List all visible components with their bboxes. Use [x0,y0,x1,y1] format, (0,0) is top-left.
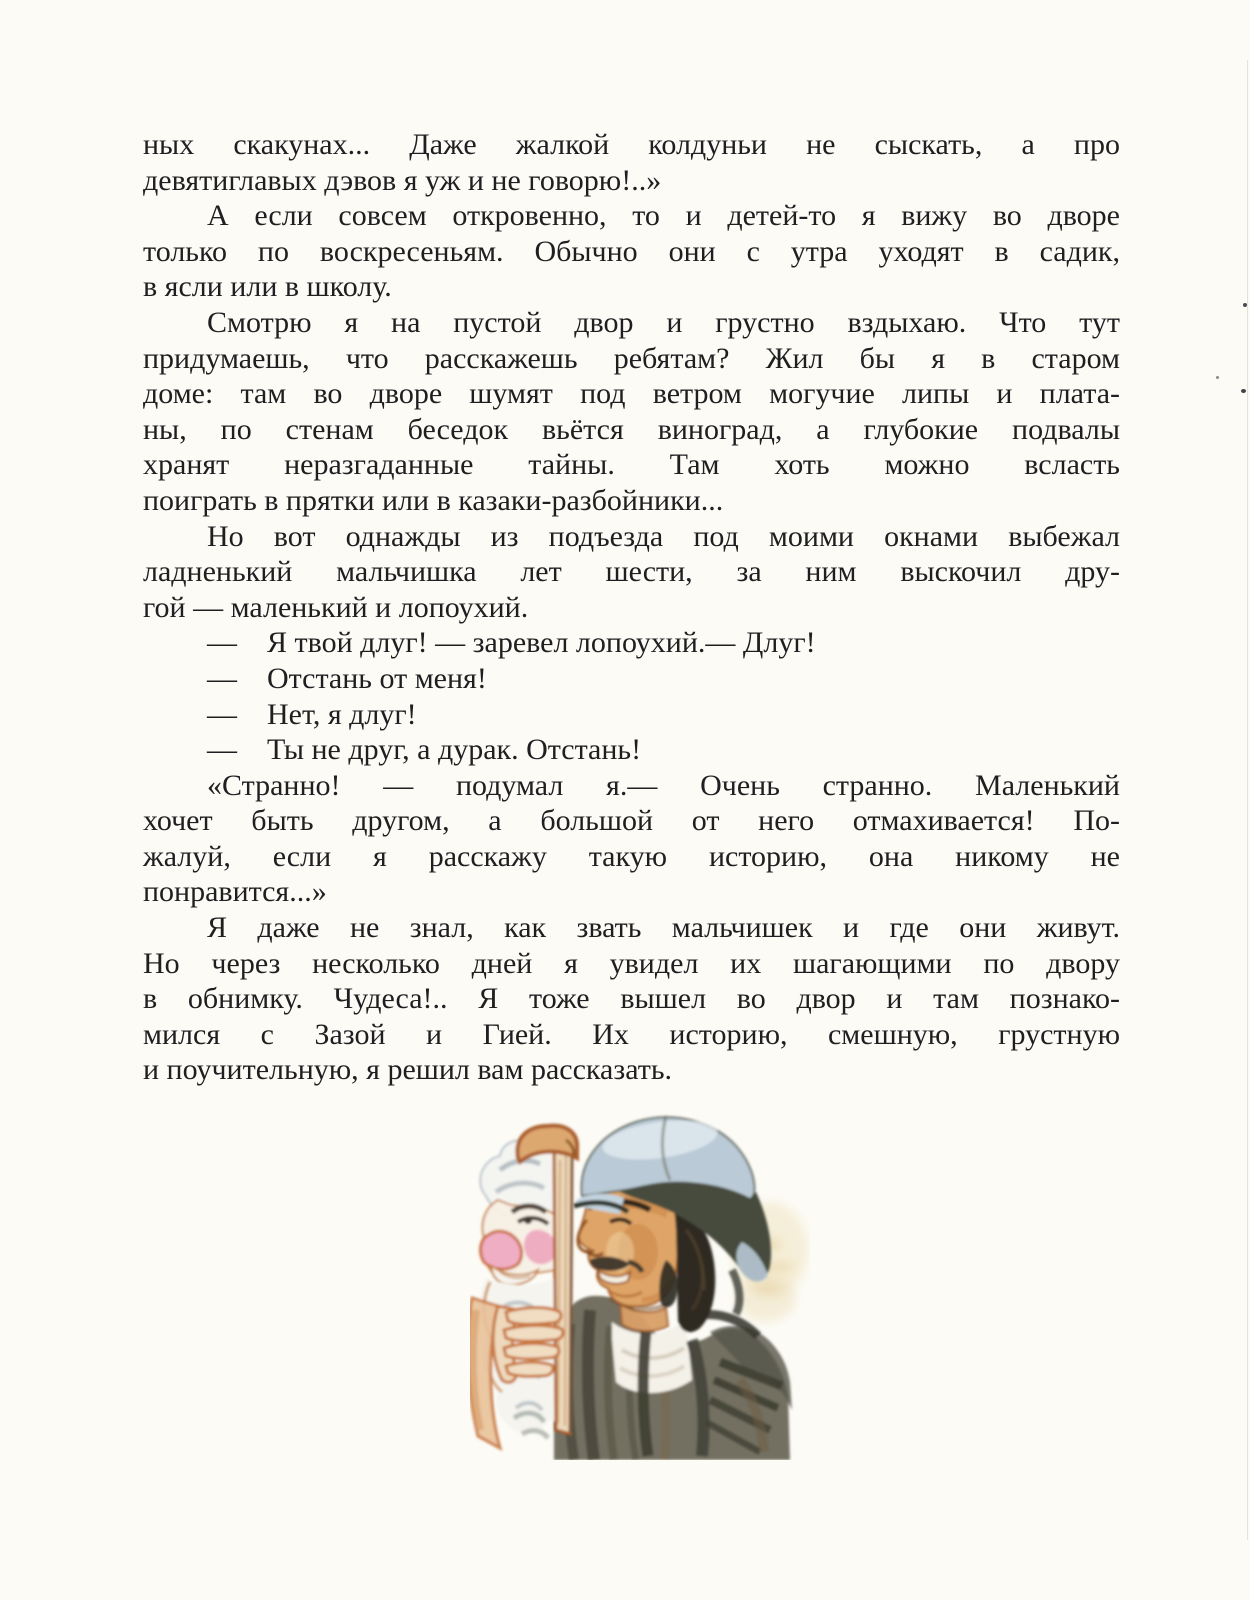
text-line: доме: там во дворе шумят под ветром могучие липы и плата- [143,377,1120,411]
scan-speck [1216,376,1219,379]
text-line: Я даже не знал, как звать мальчишек и где они живут. [207,911,1120,945]
text-line: хранят неразгаданные тайны. Там хоть можно всласть [143,448,1120,482]
text-line: понравится...» [143,875,327,909]
text-line: Но через несколько дней я увидел их шагающими по двору [143,946,1120,980]
text-line: хочет быть другом, а большой от него отмахивается! По- [143,804,1120,838]
text-line: ны, по стенам беседок вьётся виноград, а глубокие подвалы [143,412,1120,446]
text-line: в ясли или в школу. [143,270,392,304]
text-line: в обнимку. Чудеса!.. Я тоже вышел во двор и там познако- [143,982,1120,1016]
text-line: жалуй, если я расскажу такую историю, она никому не [143,839,1120,873]
text-line: — Нет, я длуг! [207,697,417,731]
text-line: ных скакунах... Даже жалкой колдуньи не сыскать, а про [143,128,1120,161]
text-line: мился с Зазой и Гией. Их историю, смешную, грустную [143,1017,1120,1051]
text-line: «Странно! — подумал я.— Очень странно. Маленький [207,768,1120,802]
text-line: поиграть в прятки или в казаки-разбойники... [143,483,724,517]
text-line: Но вот однажды из подъезда под моими окнами выбежал [207,519,1120,553]
text-line: гой — маленький и лопоухий. [143,590,529,624]
text-line: Смотрю я на пустой двор и грустно вздыхаю. Что тут [207,305,1120,339]
story-text [143,127,1120,1088]
text-line: девятиглавых дэвов я уж и не говорю!..» [143,163,662,197]
text-line: — Я твой длуг! — заревел лопоухий.— Длуг! [207,626,816,660]
text-line: ладненький мальчишка лет шести, за ним выскочил дру- [143,555,1120,589]
text-line: и поучительную, я решил вам рассказать. [143,1053,673,1087]
text-line: только по воскресеньям. Обычно они с утра уходят в садик, [143,234,1120,268]
text-line: придумаешь, что расскажешь ребятам? Жил бы я в старом [143,341,1120,375]
text-line: — Ты не друг, а дурак. Отстань! [207,733,642,767]
scan-speck [1243,303,1247,307]
illustration-two-men [470,1100,810,1460]
scan-page-edge [1247,60,1248,1540]
scan-speck [1241,389,1246,393]
old-man-with-staff [470,1126,577,1448]
text-line: А если совсем откровенно, то и детей-то я вижу во дворе [207,199,1120,233]
text-line: — Отстань от меня! [207,661,487,695]
